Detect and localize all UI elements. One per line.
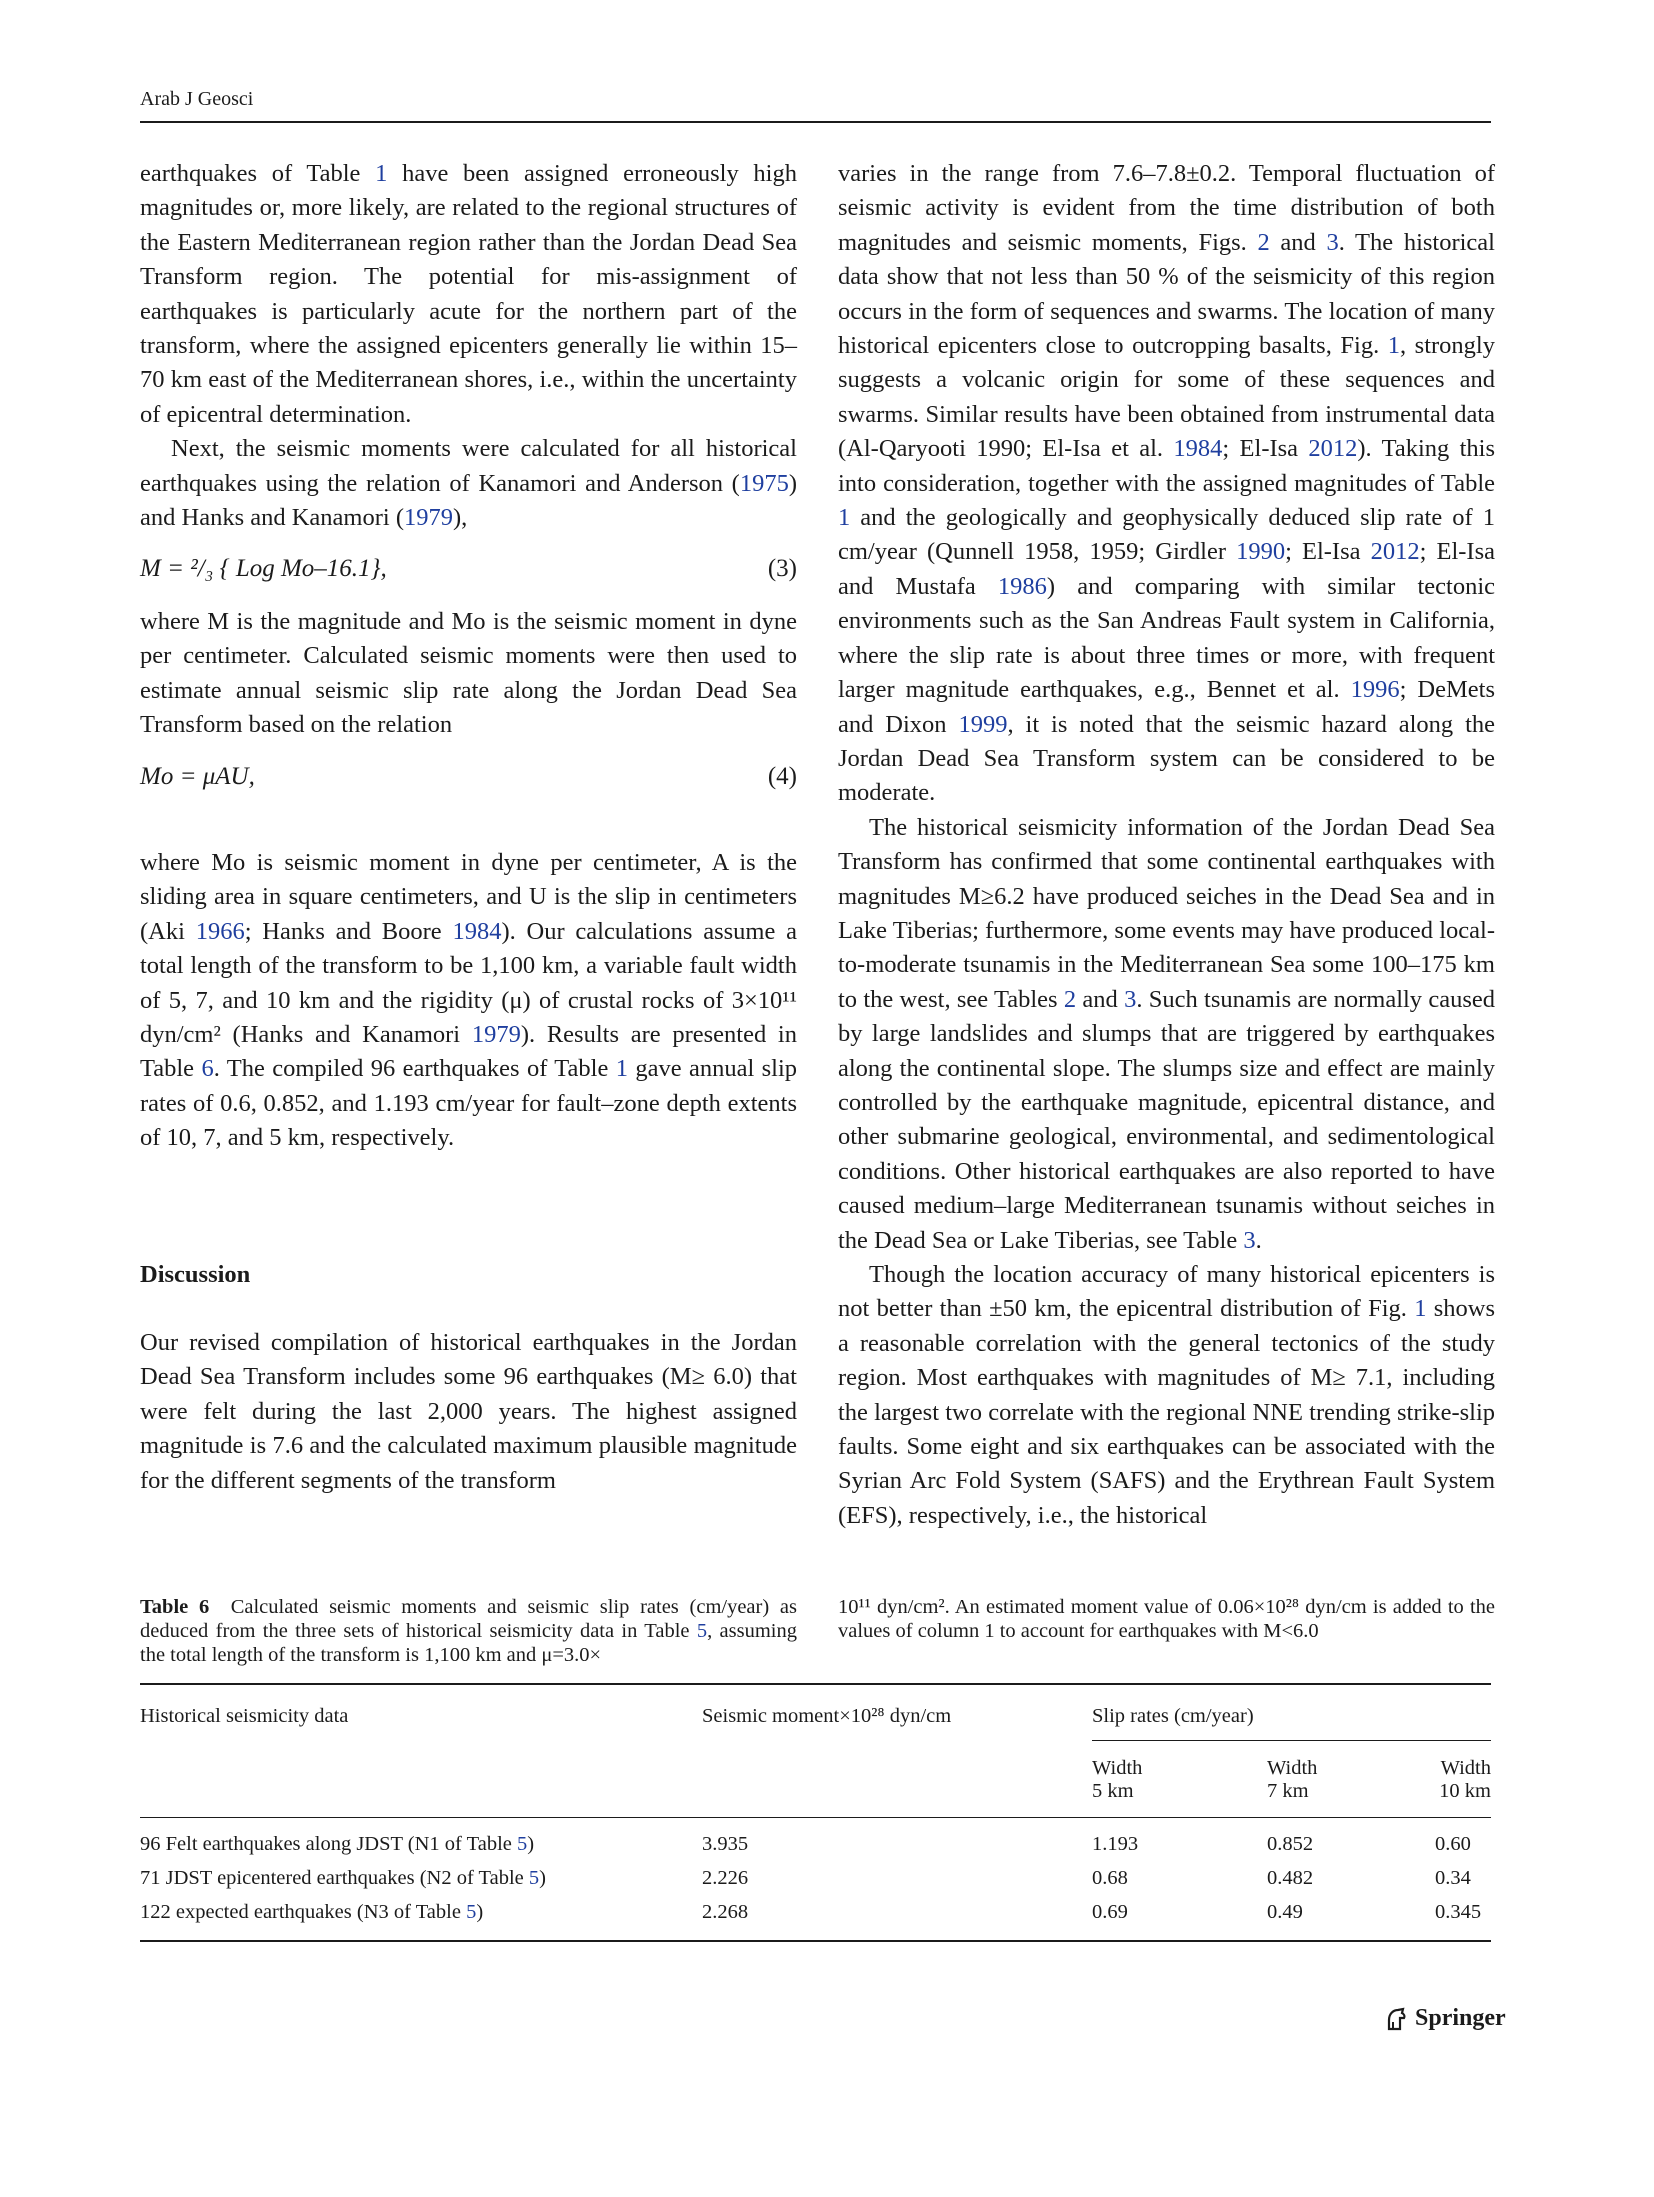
springer-horse-icon — [1383, 2006, 1409, 2032]
figure-link[interactable]: 1 — [1387, 332, 1400, 360]
table-caption-right: 10¹¹ dyn/cm². An estimated moment value of 0.06×10²⁸ dyn/cm is added to the values of column 1 to account for earthquakes with M<6.0 — [838, 1596, 1495, 1642]
table-link[interactable]: 1 — [375, 160, 388, 187]
moment-value: 2.226 — [702, 1867, 749, 1889]
paragraph: earthquakes of Table 1 have been assigned erroneously high magnitudes or, more likely, are related to the regional structures of the Eastern Mediterranean region rather than the Jordan Dead Sea Transform region. The potential for mis-assignment of earthquakes is particularly acute for the northern part of the transform, where the assigned epicenters generally lie within 15–70 km east of the Mediterranean shores, i.e., within the uncertainty of epicentral determination. — [140, 160, 797, 428]
paragraph: Next, the seismic moments were calculated for all historical earthquakes using the relation of Kanamori and Anderson (1975) and Hanks and Kanamori (1979), — [140, 435, 797, 532]
citation-link[interactable]: 1986 — [997, 572, 1047, 600]
journal-header: Arab J Geosci — [140, 88, 254, 110]
table-link[interactable]: 3 — [1124, 985, 1137, 1013]
moment-value: 3.935 — [702, 1833, 749, 1855]
col-header-data: Historical seismicity data — [140, 1705, 349, 1727]
paragraph: Our revised compilation of historical earthquakes in the Jordan Dead Sea Transform includes some 96 earthquakes (M≥ 6.0) that were felt during the last 2,000 years. The highest assigned magnitude is 7.6 and the calculated maximum plausible magnitude for the different segments of the transform — [140, 1328, 797, 1494]
paragraph: The historical seismicity information of the Jordan Dead Sea Transform has confirmed that some continental earthquakes with magnitudes M≥6.2 have produced seiches in the Dead Sea and in Lake Tiberias; furthermore, some events may have produced local-to-moderate tsunamis in the Mediterranean Sea some 100–175 km to the west, see Tables 2 and 3. Such tsunamis are normally caused by large landslides and slumps that are triggered by earthquakes along the continental slope. The slumps size and effect are mainly controlled by the earthquake magnitude, epicentral distance, and other submarine geological, environmental, and sedimentological conditions. Other historical earthquakes are also reported to have caused medium–large Mediterranean tsunamis without seiches in the Dead Sea or Lake Tiberias, see Table 3. — [838, 813, 1495, 1254]
slip-7km: 0.852 — [1267, 1833, 1314, 1855]
col-header-width-10: Width 10 km — [1439, 1757, 1491, 1802]
table-link[interactable]: 5 — [696, 1620, 708, 1642]
row-label: 71 JDST epicentered earthquakes (N2 of Table 5) — [140, 1867, 546, 1889]
figure-link[interactable]: 2 — [1257, 228, 1270, 256]
table-link[interactable]: 6 — [201, 1055, 214, 1083]
citation-link[interactable]: 1979 — [471, 1020, 521, 1048]
paragraph: Though the location accuracy of many historical epicenters is not better than ±50 km, the epicentral distribution of Fig. 1 shows a reasonable correlation with the general tectonics of the study region. Most earthquakes with magnitudes of M≥ 7.1, including the largest two correlate with the regional NNE trending strike-slip faults. Some eight and six earthquakes can be associated with the Syrian Arc Fold System (SAFS) and the Erythrean Fault System (EFS), respectively, i.e., the historical — [838, 1261, 1496, 1529]
citation-link[interactable]: 1966 — [195, 917, 245, 945]
paragraph: varies in the range from 7.6–7.8±0.2. Temporal fluctuation of seismic activity is evident from the time distribution of both magnitudes and seismic moments, Figs. 2 and 3. The historical data show that not less than 50 % of the seismicity of this region occurs in the form of sequences and swarms. The location of many historical epicenters close to outcropping basalts, Fig. 1, strongly suggests a volcanic origin for some of these sequences and swarms. Similar results have been obtained from instrumental data (Al-Qaryooti 1990; El-Isa et al. 1984; El-Isa 2012). Taking this into consideration, together with the assigned magnitudes of Table 1 and the geologically and geophysically deduced slip rate of 1 cm/year (Qunnell 1958, 1959; Girdler 1990; El-Isa 2012; El-Isa and Mustafa 1986) and comparing with similar tectonic environments such as the San Andreas Fault system in California, where the slip rate is about three times or more, with frequent larger magnitude earthquakes, e.g., Bennet et al. 1996; DeMets and Dixon 1999, it is noted that the seismic hazard along the Jordan Dead Sea Transform system can be considered to be moderate. — [838, 160, 1496, 807]
table-link[interactable]: 1 — [615, 1055, 628, 1083]
paragraph: where M is the magnitude and Mo is the seismic moment in dyne per centimeter. Calculated seismic moments were then used to estimate annual seismic slip rate along the Jordan Dead Sea Transform based on the relation — [140, 607, 797, 739]
slip-7km: 0.482 — [1267, 1867, 1314, 1889]
citation-link[interactable]: 2012 — [1308, 435, 1358, 463]
table-link[interactable]: 5 — [517, 1833, 528, 1855]
equation-text: M = ²/₃ { Log Mo–16.1}, — [140, 555, 387, 583]
table-link[interactable]: 5 — [528, 1867, 540, 1889]
row-label: 96 Felt earthquakes along JDST (N1 of Table 5) — [140, 1833, 535, 1855]
slip-5km: 1.193 — [1092, 1833, 1139, 1855]
citation-link[interactable]: 1975 — [739, 469, 789, 497]
figure-link[interactable]: 3 — [1326, 228, 1339, 256]
col-header-width-7: Width 7 km — [1267, 1757, 1318, 1802]
citation-link[interactable]: 1979 — [403, 504, 453, 532]
row-label: 122 expected earthquakes (N3 of Table 5) — [140, 1901, 484, 1923]
col-header-width-5: Width 5 km — [1092, 1757, 1143, 1802]
equation-number: (4) — [767, 762, 797, 790]
header-rule — [140, 121, 1491, 123]
table-link[interactable]: 2 — [1063, 985, 1077, 1013]
figure-link[interactable]: 1 — [1414, 1295, 1427, 1323]
slip-7km: 0.49 — [1267, 1901, 1303, 1923]
citation-link[interactable]: 1996 — [1350, 676, 1400, 704]
citation-link[interactable]: 1999 — [958, 710, 1008, 738]
right-column — [838, 157, 1495, 1533]
moment-value: 2.268 — [702, 1901, 749, 1923]
paragraph: where Mo is seismic moment in dyne per centimeter, A is the sliding area in square centimeters, and U is the slip in centimeters (Aki 1966; Hanks and Boore 1984). Our calculations assume a total length of the transform to be 1,100 km, a variable fault width of 5, 7, and 10 km and the rigidity (μ) of crustal rocks of 3×10¹¹ dyn/cm² (Hanks and Kanamori 1979). Results are presented in Table 6. The compiled 96 earthquakes of Table 1 gave annual slip rates of 0.6, 0.852, and 1.193 cm/year for fault–zone depth extents of 10, 7, and 5 km, respectively. — [140, 848, 798, 1152]
citation-link[interactable]: 1984 — [1173, 435, 1223, 463]
table-link[interactable]: 5 — [466, 1901, 477, 1923]
table-link[interactable]: 3 — [1243, 1226, 1256, 1254]
citation-link[interactable]: 2012 — [1370, 538, 1420, 566]
equation-4 — [140, 760, 797, 794]
citation-link[interactable]: 1984 — [452, 917, 502, 945]
table-bottom-rule — [140, 1940, 1491, 1942]
table-top-rule — [140, 1683, 1491, 1685]
equation-3 — [140, 552, 797, 586]
left-column — [140, 157, 797, 1498]
springer-logo — [1383, 2005, 1506, 2032]
table-caption-left: Table 6 Calculated seismic moments and seismic slip rates (cm/year) as deduced from the three sets of historical seismicity data in Table 5, assuming the total length of the transform is 1,100 km and μ=3.0× — [140, 1596, 797, 1666]
slip-5km: 0.68 — [1092, 1867, 1128, 1889]
slip-header-rule — [1092, 1740, 1491, 1741]
publisher-name: Springer — [1415, 2005, 1506, 2031]
col-header-slip: Slip rates (cm/year) — [1092, 1705, 1254, 1727]
equation-text: Mo = μAU, — [140, 762, 255, 790]
table-link[interactable]: 1 — [838, 504, 851, 532]
slip-10km: 0.60 — [1435, 1833, 1471, 1855]
slip-5km: 0.69 — [1092, 1901, 1128, 1923]
table-label: Table 6 — [140, 1596, 210, 1618]
section-heading: Discussion — [140, 1260, 251, 1288]
equation-number: (3) — [767, 555, 797, 583]
citation-link[interactable]: 1990 — [1236, 538, 1286, 566]
table-header-rule — [140, 1817, 1491, 1818]
slip-10km: 0.345 — [1435, 1901, 1482, 1923]
slip-10km: 0.34 — [1435, 1867, 1471, 1889]
col-header-moment: Seismic moment×10²⁸ dyn/cm — [702, 1705, 952, 1727]
